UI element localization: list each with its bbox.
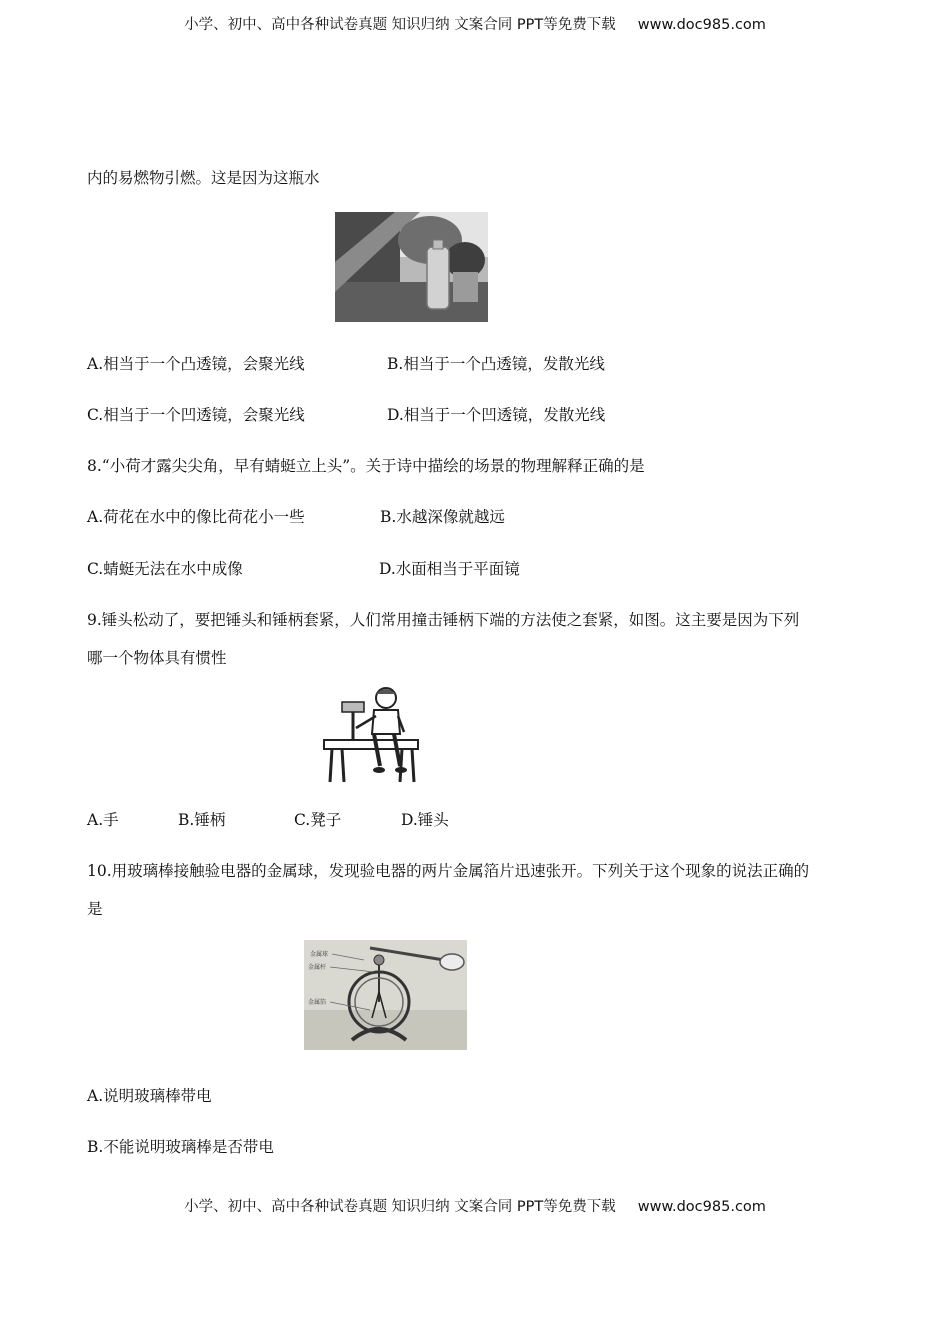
q10-option-a: A.说明玻璃棒带电 bbox=[87, 1087, 212, 1105]
q7-option-b: B.相当于一个凸透镜，发散光线 bbox=[387, 355, 605, 373]
hammer-on-bench-illustration bbox=[320, 684, 422, 786]
q8-option-a: A.荷花在水中的像比荷花小一些 bbox=[87, 508, 305, 526]
header-url[interactable]: www.doc985.com bbox=[637, 17, 766, 33]
q7-option-a: A.相当于一个凸透镜，会聚光线 bbox=[87, 355, 305, 373]
page-footer bbox=[0, 1195, 950, 1216]
q10-option-b: B.不能说明玻璃棒是否带电 bbox=[87, 1138, 274, 1156]
header-text: 小学、初中、高中各种试卷真题 知识归纳 文案合同 PPT等免费下载 bbox=[184, 17, 616, 33]
q8-option-b: B.水越深像就越远 bbox=[380, 508, 505, 526]
label-metal-rod: 金属杆 bbox=[308, 964, 327, 971]
q9-option-c: C.凳子 bbox=[294, 811, 342, 829]
q10-stem-line2: 是 bbox=[87, 900, 103, 918]
q8-option-c: C.蜻蜓无法在水中成像 bbox=[87, 560, 243, 578]
q9-option-a: A.手 bbox=[87, 811, 119, 829]
q8-option-d: D.水面相当于平面镜 bbox=[379, 560, 520, 578]
footer-text: 小学、初中、高中各种试卷真题 知识归纳 文案合同 PPT等免费下载 bbox=[184, 1199, 616, 1215]
electroscope-photo bbox=[304, 940, 467, 1050]
q7-option-d: D.相当于一个凹透镜，发散光线 bbox=[387, 406, 606, 424]
label-metal-ball: 金属球 bbox=[310, 951, 329, 958]
footer-url[interactable]: www.doc985.com bbox=[637, 1199, 766, 1215]
q9-stem-line2: 哪一个物体具有惯性 bbox=[87, 649, 227, 667]
label-metal-foil: 金属箔 bbox=[308, 999, 327, 1006]
q9-stem-line1: 9.锤头松动了，要把锤头和锤柄套紧，人们常用撞击锤柄下端的方法使之套紧，如图。这主要是因为下列 bbox=[87, 611, 800, 629]
q8-stem: 8.“小荷才露尖尖角，早有蜻蜓立上头”。关于诗中描绘的场景的物理解释正确的是 bbox=[87, 457, 645, 475]
q7-option-c: C.相当于一个凹透镜，会聚光线 bbox=[87, 406, 305, 424]
water-bottle-photo bbox=[335, 212, 488, 322]
q9-option-d: D.锤头 bbox=[401, 811, 449, 829]
q10-stem-line1: 10.用玻璃棒接触验电器的金属球，发现验电器的两片金属箔片迅速张开。下列关于这个现象的说法正确的 bbox=[87, 862, 810, 880]
q7-stem-tail: 内的易燃物引燃。这是因为这瓶水 bbox=[87, 169, 320, 187]
q9-option-b: B.锤柄 bbox=[178, 811, 226, 829]
page-header bbox=[0, 13, 950, 34]
